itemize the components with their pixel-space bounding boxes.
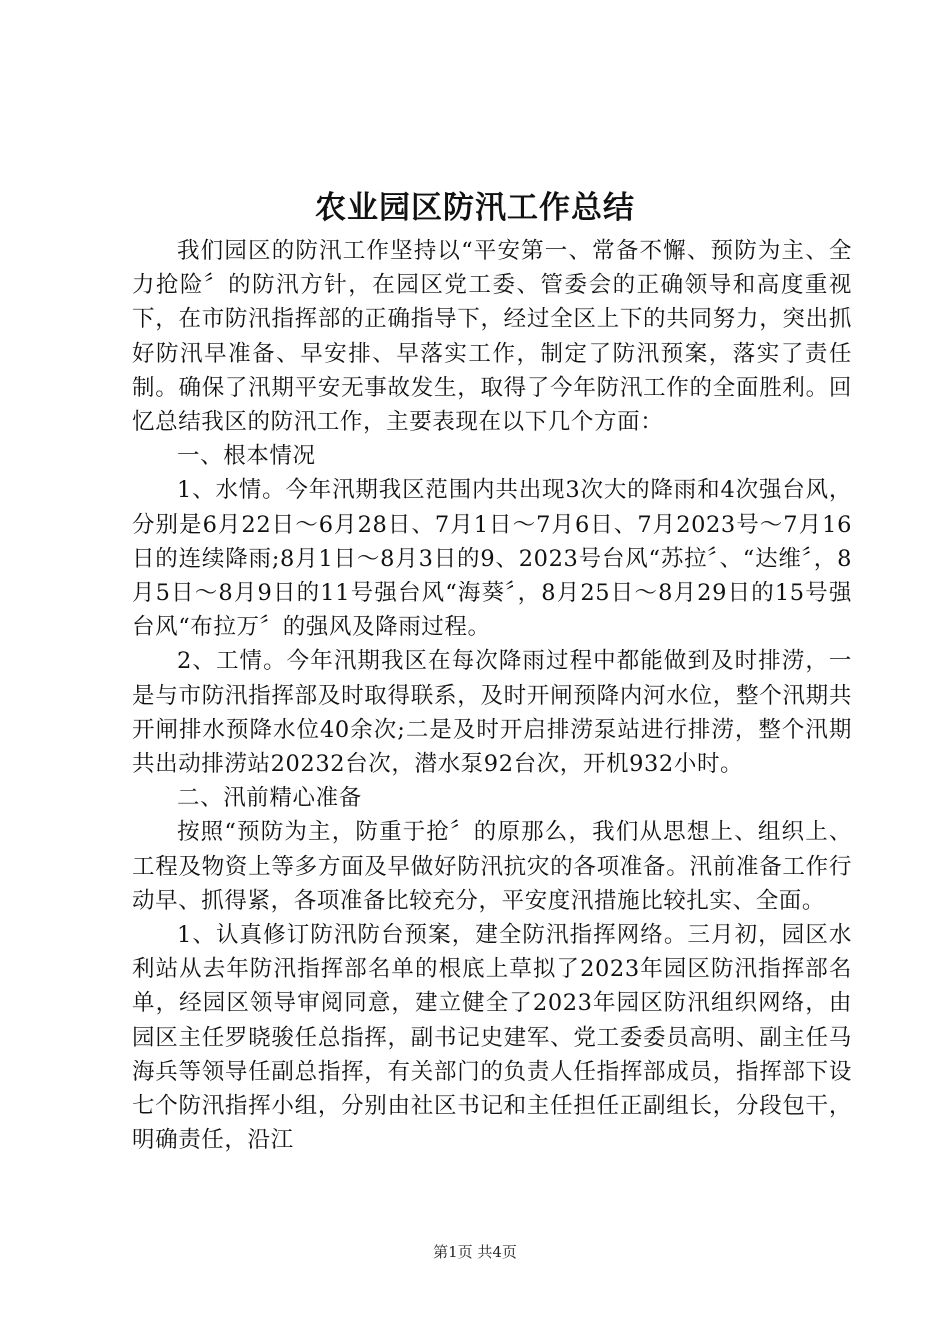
preparation-paragraph: 按照“预防为主，防重于抢〞的原那么，我们从思想上、组织上、工程及物资上等多方面及早做好防汛抗灾的各项准备。汛前准备工作行动早、抓得紧，各项准备比较充分，平安度汛措施比较扎实、全面。 <box>132 819 852 914</box>
section-heading-preparation: 二、汛前精心准备 <box>177 785 362 812</box>
engineering-situation-paragraph: 2、工情。今年汛期我区在每次降雨过程中都能做到及时排涝，一是与市防汛指挥部及时取得联系，及时开闸预降内河水位，整个汛期共开闸排水预降水位40余次;二是及时开启排涝泵站进行排涝，整个汛期共出动排涝站20232台次，潜水泵92台次，开机932小时。 <box>132 648 852 778</box>
plan-revision-paragraph: 1、认真修订防汛防台预案，建全防汛指挥网络。三月初，园区水利站从去年防汛指挥部名单的根底上草拟了2023年园区防汛指挥部名单，经园区领导审阅同意，建立健全了2023年园区防汛组织网络，由园区主任罗晓骏任总指挥，副书记史建军、党工委委员高明、副主任马海兵等领导任副总指挥，有关部门的负责人任指挥部成员，指挥部下设七个防汛指挥小组，分别由社区书记和主任担任正副组长，分段包干，明确责任，沿江 <box>132 922 852 1154</box>
page-number-footer: 第1页 共4页 <box>433 1243 517 1261</box>
intro-paragraph: 我们园区的防汛工作坚持以“平安第一、常备不懈、预防为主、全力抢险〞的防汛方针，在园区党工委、管委会的正确领导和高度重视下，在市防汛指挥部的正确指导下，经过全区上下的共同努力，突出抓好防汛早准备、早安排、早落实工作，制定了防汛预案，落实了责任制。确保了汛期平安无事故发生，取得了今年防汛工作的全面胜利。回忆总结我区的防汛工作，主要表现在以下几个方面： <box>132 238 852 436</box>
section-heading-basic-situation: 一、根本情况 <box>177 443 316 470</box>
water-situation-paragraph: 1、水情。今年汛期我区范围内共出现3次大的降雨和4次强台风，分别是6月22日～6月28日、7月1日～7月6日、7月2023号～7月16日的连续降雨;8月1日～8月3日的9、2023号台风“苏拉〞、“达维〞，8月5日～8月9日的11号强台风“海葵〞，8月25日～8月29日的15号强台风“布拉万〞的强风及降雨过程。 <box>132 477 852 641</box>
document-body <box>132 234 852 1157</box>
document-title: 农业园区防汛工作总结 <box>315 190 635 226</box>
